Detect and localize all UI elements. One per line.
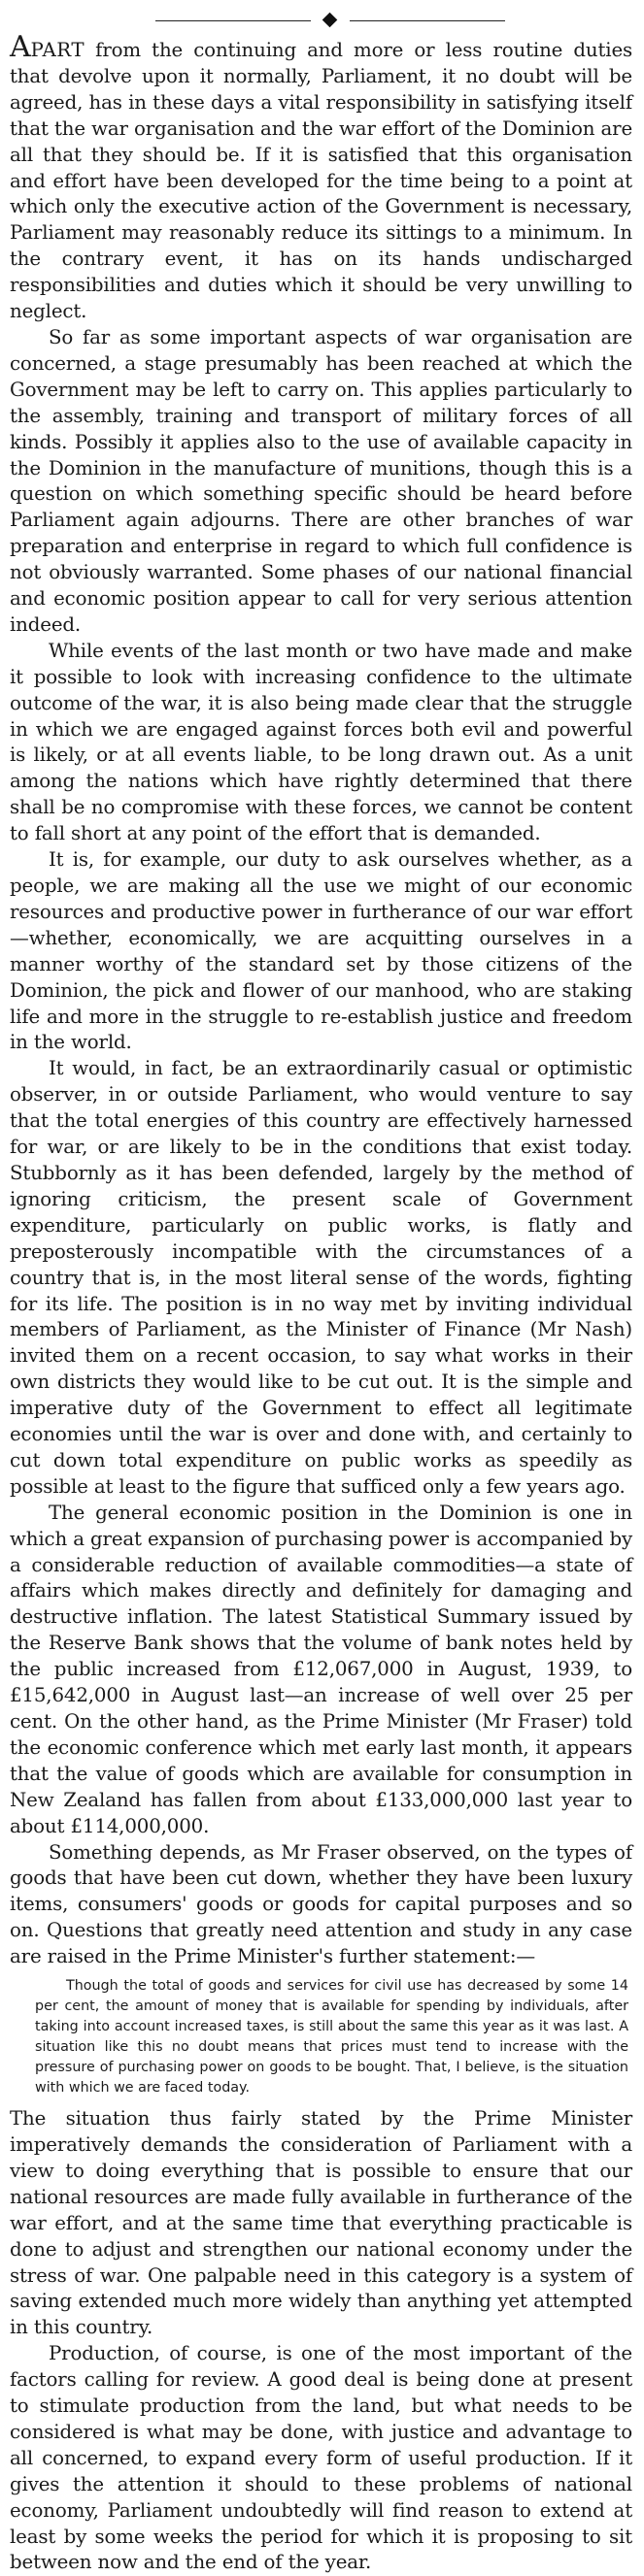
diamond-ornament-icon (322, 13, 338, 28)
block-quote: Though the total of goods and services for civil use has decreased by some 14 per cent, the amount of money that is available for spending by individuals, after taking into account increased taxes, is still about the same this year as it was last. A situation like this no doubt means that prices must tend to increase with the pressure of purchasing power on goods to be bought. That, I believe, is the situation with which we are faced today. (35, 1978, 628, 2097)
opening-word: PART (30, 39, 85, 61)
paragraph-text: from the continuing and more or less routine duties that devolve upon it normally, Parliament, it no doubt will be agreed, has in these days a vital responsibility in satisfying itself that the war organisation and the war effort of the Dominion are all that they should be. If it is satisfied that this organisation and effort have been developed for the time being to a point at which only the executive action of the Government is necessary, Parliament may reasonably reduce its sittings to a minimum. In the contrary event, it has on its hands undischarged responsibilities and duties which it should be very unwilling to neglect. (10, 39, 632, 323)
article-paragraph-6: The general economic position in the Dominion is one in which a great expansion of purchasing power is accompanied by a considerable reduction of available commodities—a state of affairs which makes directly and definitely for damaging and destructive inflation. The latest Statistical Summary issued by the Reserve Bank shows that the volume of bank notes held by the public increased from £12,067,000 in August, 1939, to £15,642,000 in August last—an increase of well over 25 per cent. On the other hand, as the Prime Minister (Mr Fraser) told the economic conference which met early last month, it appears that the value of goods which are available for consumption in New Zealand has fallen from about £133,000,000 last year to about £114,000,000. (10, 1501, 632, 1837)
article-paragraph-2: So far as some important aspects of war organisation are concerned, a stage presumably has been reached at which the Government may be left to carry on. This applies particularly to the assembly, training and transport of military forces of all kinds. Possibly it applies also to the use of available capacity in the Dominion in the manufacture of munitions, though this is a question on which something specific should be heard before Parliament again adjourns. There are other branches of war preparation and enterprise in regard to which full confidence is not obviously warranted. Some phases of our national financial and economic position appear to call for very serious attention indeed. (10, 325, 632, 636)
header-ornament (10, 14, 632, 29)
article-paragraph-8: The situation thus fairly stated by the Prime Minister imperatively demands the consideration of Parliament with a view to doing everything that is possible to ensure that our national resources are made fully available in furtherance of the war effort, and at the same time that everything practicable is done to adjust and strengthen our national economy under the stress of war. One palpable need in this category is a system of saving extended much more widely than anything yet attempted in this country. (10, 2107, 632, 2339)
ornament-rule-left (155, 20, 311, 21)
article-paragraph-9: Production, of course, is one of the most important of the factors calling for review. A good deal is being done at present to stimulate production from the land, but what needs to be considered is what may be done, with justice and advantage to all concerned, to expand every form of useful production. If it gives the attention it should to these problems of national economy, Parliament undoubtedly will find reason to extend at least by some weeks the period for which it is proposing to sit between now and the end of the year. (10, 2342, 632, 2574)
article-paragraph-4: It is, for example, our duty to ask ourselves whether, as a people, we are making all the use we might of our economic resources and productive power in furtherance of our war effort—whether, economically, we are acquitting ourselves in a manner worthy of the standard set by those citizens of the Dominion, the pick and flower of our manhood, who are staking life and more in the struggle to re-establish justice and freedom in the world. (10, 848, 632, 1054)
opening-initial: A (10, 30, 31, 64)
ornament-rule-right (350, 20, 505, 21)
article-paragraph-3: While events of the last month or two have made and make it possible to look with increasing confidence to the ultimate outcome of the war, it is also being made clear that the struggle in which we are engaged against forces both evil and powerful is likely, or at all events liable, to be long drawn out. As a unit among the nations which have rightly determined that there shall be no compromise with these forces, we cannot be content to fall short at any point of the effort that is demanded. (10, 639, 632, 845)
article-paragraph-7: Something depends, as Mr Fraser observed, on the types of goods that have been cut down, whether they have been luxury items, consumers' goods or goods for capital purposes and so on. Questions that greatly need attention and study in any case are raised in the Prime Minister's further statement:— (10, 1840, 632, 1968)
article-paragraph-5: It would, in fact, be an extraordinarily casual or optimistic observer, in or outside Parliament, who would venture to say that the total energies of this country are effectively harnessed for war, or are likely to be in the conditions that exist today. Stubbornly as it has been defended, largely by the method of ignoring criticism, the present scale of Government expenditure, particularly on public works, is flatly and preposterously incompatible with the circumstances of a country that is, in the most literal sense of the words, fighting for its life. The position is in no way met by inviting individual members of Parliament, as the Minister of Finance (Mr Nash) invited them on a recent occasion, to say what works in their own districts they would like to be cut out. It is the simple and imperative duty of the Government to effect all legitimate economies until the war is over and done with, and certainly to cut down total expenditure on public works as speedily as possible at least to the figure that sufficed only a few years ago. (10, 1057, 632, 1498)
article-paragraph-1 (10, 30, 632, 325)
